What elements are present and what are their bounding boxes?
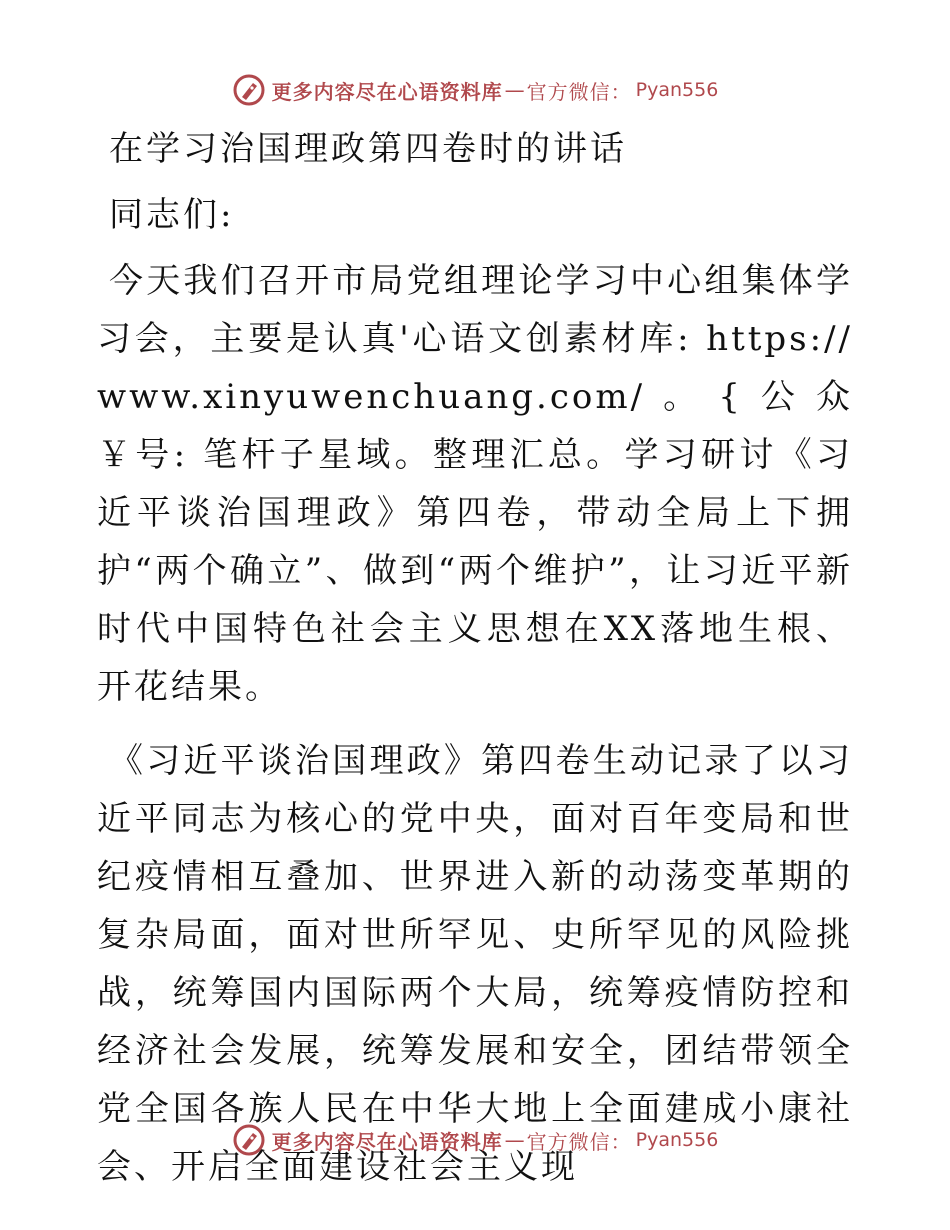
banner-wechat-id: Pyan556 bbox=[635, 79, 719, 101]
banner-dash: — bbox=[504, 1128, 525, 1152]
banner-text: 更多内容尽在心语资料库 bbox=[271, 1129, 503, 1154]
banner-wechat-label: 官方微信： bbox=[526, 79, 632, 104]
banner-dash: — bbox=[504, 78, 525, 102]
pen-nib-logo-icon bbox=[232, 73, 266, 107]
document-title: 在学习治国理政第四卷时的讲话 bbox=[109, 129, 627, 169]
banner-wechat-id: Pyan556 bbox=[635, 1129, 719, 1151]
document-salutation: 同志们: bbox=[109, 195, 235, 235]
banner-text: 更多内容尽在心语资料库 bbox=[271, 79, 503, 104]
document-body bbox=[97, 120, 853, 1196]
document-paragraph-2: 《习近平谈治国理政》第四卷生动记录了以习近平同志为核心的党中央，面对百年变局和世纪疫情相互叠加、世界进入新的动荡变革期的复杂局面，面对世所罕见、史所罕见的风险挑战，统筹国内国际两个大局，统筹疫情防控和经济社会发展，统筹发展和安全，团结带领全党全国各族人民在中华大地上全面建成小康社会、开启全面建设社会主义现 bbox=[97, 741, 853, 1187]
header-watermark-banner bbox=[0, 70, 950, 110]
banner-wechat-label: 官方微信： bbox=[526, 1129, 632, 1154]
pen-nib-logo-icon bbox=[232, 1123, 266, 1157]
footer-watermark-banner bbox=[0, 1120, 950, 1160]
document-paragraph-1: 今天我们召开市局党组理论学习中心组集体学习会，主要是认真'心语文创素材库: https://www.xinyuwenchuang.com/。{公众￥号: 笔杆子星域。整理汇总。学习研讨《习近平谈治国理政》第四卷，带动全局上下拥护“两个确立”、做到“两个维护”，让习近平新时代中国特色社会主义思想在XX落地生根、开花结果。 bbox=[97, 261, 853, 707]
